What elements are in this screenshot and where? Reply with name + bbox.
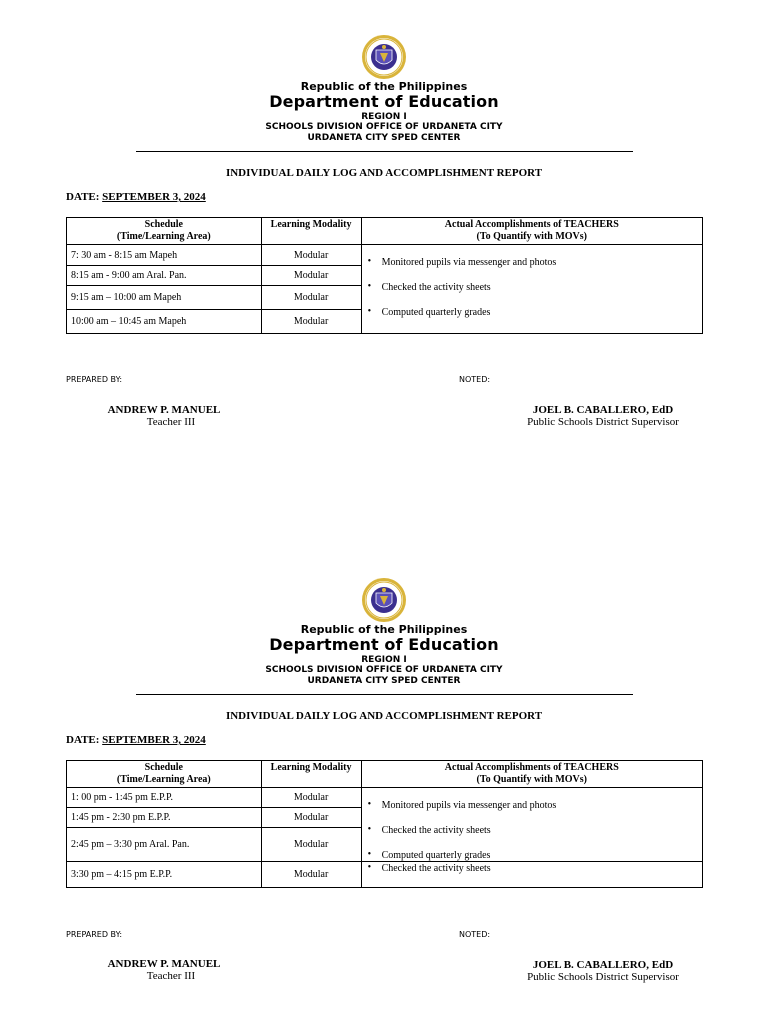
modality-cell: Modular [261,828,361,862]
modality-header: Learning Modality [261,761,361,788]
noter-title: Public Schools District Supervisor [527,971,679,983]
noter-name: JOEL B. CABALLERO, EdD [532,404,674,416]
accomplishments-cell: • Monitored pupils via messenger and photos • Checked the activity sheets • Computed quarterly grades [361,788,702,862]
table-row [67,788,703,808]
republic-heading: Republic of the Philippines [300,623,468,636]
date-value: SEPTEMBER 3, 2024 [102,191,206,203]
schedule-header-line1: Schedule [144,762,183,773]
modality-header: Learning Modality [261,218,361,245]
modality-cell: Modular [261,266,361,286]
bullet-icon: • [367,799,372,810]
preparer-name: ANDREW P. MANUEL [107,958,221,970]
division-heading: SCHOOLS DIVISION OFFICE OF URDANETA CITY [265,665,503,675]
republic-heading: Republic of the Philippines [300,80,468,93]
modality-cell: Modular [261,808,361,828]
modality-cell: Modular [261,788,361,808]
deped-seal-icon [361,34,407,80]
schedule-cell: 9:15 am – 10:00 am Mapeh [67,286,262,310]
preparer-title: Teacher III [146,970,196,982]
modality-cell: Modular [261,286,361,310]
noter-name: JOEL B. CABALLERO, EdD [532,959,674,971]
daily-log-table [66,760,703,888]
date-label: DATE: [66,734,100,746]
table-header-row [67,761,703,788]
division-heading: SCHOOLS DIVISION OFFICE OF URDANETA CITY [265,122,503,132]
prepared-by-label: PREPARED BY: [66,375,123,384]
modality-cell: Modular [261,310,361,334]
accomplishments-cell: • Monitored pupils via messenger and photos • Checked the activity sheets • Computed quarterly grades [361,245,702,334]
bullet-icon: • [367,824,372,835]
accomplishments-header-line2: (To Quantify with MOVs) [476,774,588,785]
header-divider [136,694,633,695]
preparer-title: Teacher III [146,416,196,428]
table-row [67,862,703,888]
modality-cell: Modular [261,245,361,266]
school-heading: URDANETA CITY SPED CENTER [307,133,461,143]
table-row [67,245,703,266]
schedule-cell: 3:30 pm – 4:15 pm E.P.P. [67,862,262,888]
region-heading: REGION I [361,655,407,665]
bullet-icon: • [367,862,372,873]
schedule-cell: 8:15 am - 9:00 am Aral. Pan. [67,266,262,286]
accomplishments-header-line1: Actual Accomplishments of TEACHERS [444,219,619,230]
daily-log-table [66,217,703,334]
bullet-icon: • [367,849,372,860]
bullet-icon: • [367,281,372,292]
department-heading: Department of Education [269,92,499,111]
accomplishments-header [361,761,702,788]
schedule-cell: 2:45 pm – 3:30 pm Aral. Pan. [67,828,262,862]
accomplishments-header-line1: Actual Accomplishments of TEACHERS [444,762,619,773]
schedule-cell: 1: 00 pm - 1:45 pm E.P.P. [67,788,262,808]
deped-seal-icon [361,577,407,623]
noter-title: Public Schools District Supervisor [527,416,679,428]
schedule-header-line1: Schedule [144,219,183,230]
schedule-header [67,218,262,245]
schedule-cell: 1:45 pm - 2:30 pm E.P.P. [67,808,262,828]
report-date [66,191,206,203]
accomplishments-cell: • Checked the activity sheets [361,862,702,888]
schedule-header [67,761,262,788]
region-heading: REGION I [361,112,407,122]
schedule-header-line2: (Time/Learning Area) [116,774,211,785]
report-date [66,734,206,746]
schedule-header-line2: (Time/Learning Area) [116,231,211,242]
report-title: INDIVIDUAL DAILY LOG AND ACCOMPLISHMENT REPORT [225,167,543,179]
department-heading: Department of Education [269,635,499,654]
prepared-by-label: PREPARED BY: [66,930,123,939]
bullet-icon: • [367,256,372,267]
school-heading: URDANETA CITY SPED CENTER [307,676,461,686]
accomplishments-header-line2: (To Quantify with MOVs) [476,231,588,242]
table-header-row [67,218,703,245]
modality-cell: Modular [261,862,361,888]
schedule-cell: 7: 30 am - 8:15 am Mapeh [67,245,262,266]
header-divider [136,151,633,152]
date-label: DATE: [66,191,100,203]
date-value: SEPTEMBER 3, 2024 [102,734,206,746]
noted-label: NOTED: [459,930,491,939]
bullet-icon: • [367,306,372,317]
report-title: INDIVIDUAL DAILY LOG AND ACCOMPLISHMENT REPORT [225,710,543,722]
preparer-name: ANDREW P. MANUEL [107,404,221,416]
schedule-cell: 10:00 am – 10:45 am Mapeh [67,310,262,334]
noted-label: NOTED: [459,375,491,384]
accomplishments-header [361,218,702,245]
